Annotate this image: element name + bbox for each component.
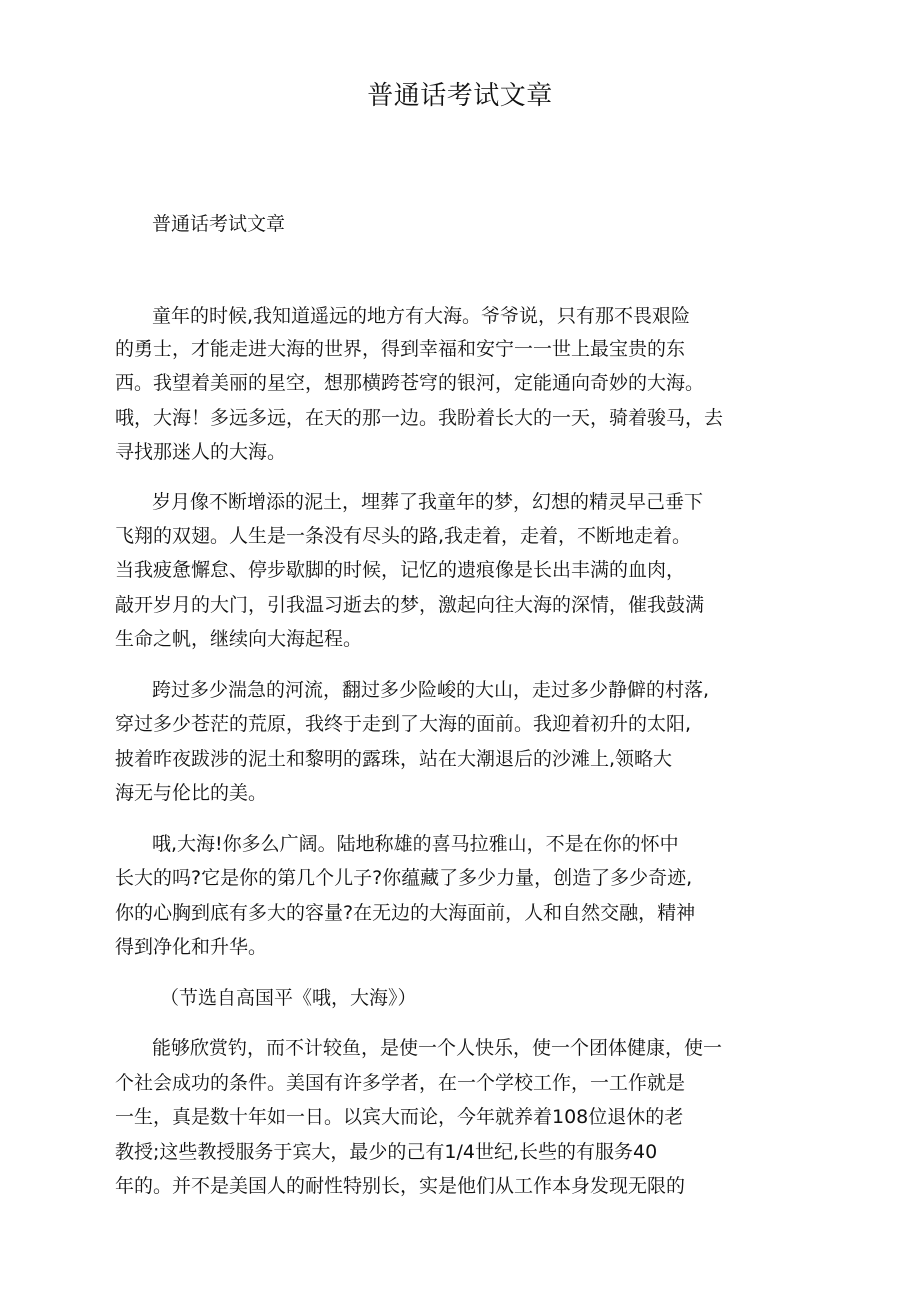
text-line: 个社会成功的条件。美国有许多学者，在一个学校工作，一工作就是 (115, 1072, 686, 1094)
document-title: 普通话考试文章 (367, 81, 553, 111)
text-line: 西。我望着美丽的星空，想那横跨苍穹的银河，定能通向奇妙的大海。 (115, 372, 705, 394)
text-line: 哦，大海！多远多远，在天的那一边。我盼着长大的一天，骑着骏马，去 (115, 407, 724, 429)
text-line: 穿过多少苍茫的荒原，我终于走到了大海的面前。我迎着初升的太阳, (115, 713, 692, 735)
source-note: （节选自高国平《哦，大海》） (160, 987, 417, 1009)
text-line: 的勇士，才能走进大海的世界，得到幸福和安宁一一世上最宝贵的东 (115, 338, 686, 360)
text-line: 长大的吗?它是你的第几个儿子?你蕴藏了多少力量，创造了多少奇迹, (115, 867, 693, 889)
text-line: 披着昨夜跋涉的泥土和黎明的露珠，站在大潮退后的沙滩上,领略大 (115, 748, 673, 770)
text-line: 一生，真是数十年如一日。以宾大而论，今年就养着108位退休的老 (115, 1106, 684, 1128)
text-line: 跨过多少湍急的河流，翻过多少险峻的大山，走过多少静僻的村落, (152, 679, 710, 701)
text-line: 年的。并不是美国人的耐性特别长，实是他们从工作本身发现无限的 (115, 1175, 686, 1197)
text-line: 能够欣赏钓，而不计较鱼，是使一个人快乐，使一个团体健康，使一 (152, 1037, 723, 1059)
text-line: 你的心胸到底有多大的容量?在无边的大海面前，人和自然交融，精神 (115, 902, 696, 924)
text-line: 当我疲惫懈怠、停步歇脚的时候，记忆的遗痕像是长出丰满的血肉， (115, 559, 686, 581)
text-line: 童年的时候,我知道遥远的地方有大海。爷爷说，只有那不畏艰险 (152, 305, 691, 327)
text-line: 飞翔的双翅。人生是一条没有尽头的路,我走着，走着，不断地走着。 (115, 525, 692, 547)
document-subtitle: 普通话考试文章 (152, 213, 286, 235)
text-line: 寻找那迷人的大海。 (115, 441, 287, 463)
text-line: 教授;这些教授服务于宾大，最少的己有1/4世纪,长些的有服务40 (115, 1141, 658, 1163)
text-line: 岁月像不断增添的泥土，埋葬了我童年的梦，幻想的精灵早己垂下 (152, 491, 704, 513)
text-line: 敲开岁月的大门，引我温习逝去的梦，激起向往大海的深情，催我鼓满 (115, 594, 705, 616)
text-line: 生命之帆，继续向大海起程。 (115, 628, 363, 650)
text-line: 得到净化和升华。 (115, 936, 268, 958)
text-line: 海无与伦比的美。 (115, 782, 268, 804)
text-line: 哦,大海!你多么广阔。陆地称雄的喜马拉雅山，不是在你的怀中 (152, 833, 679, 855)
